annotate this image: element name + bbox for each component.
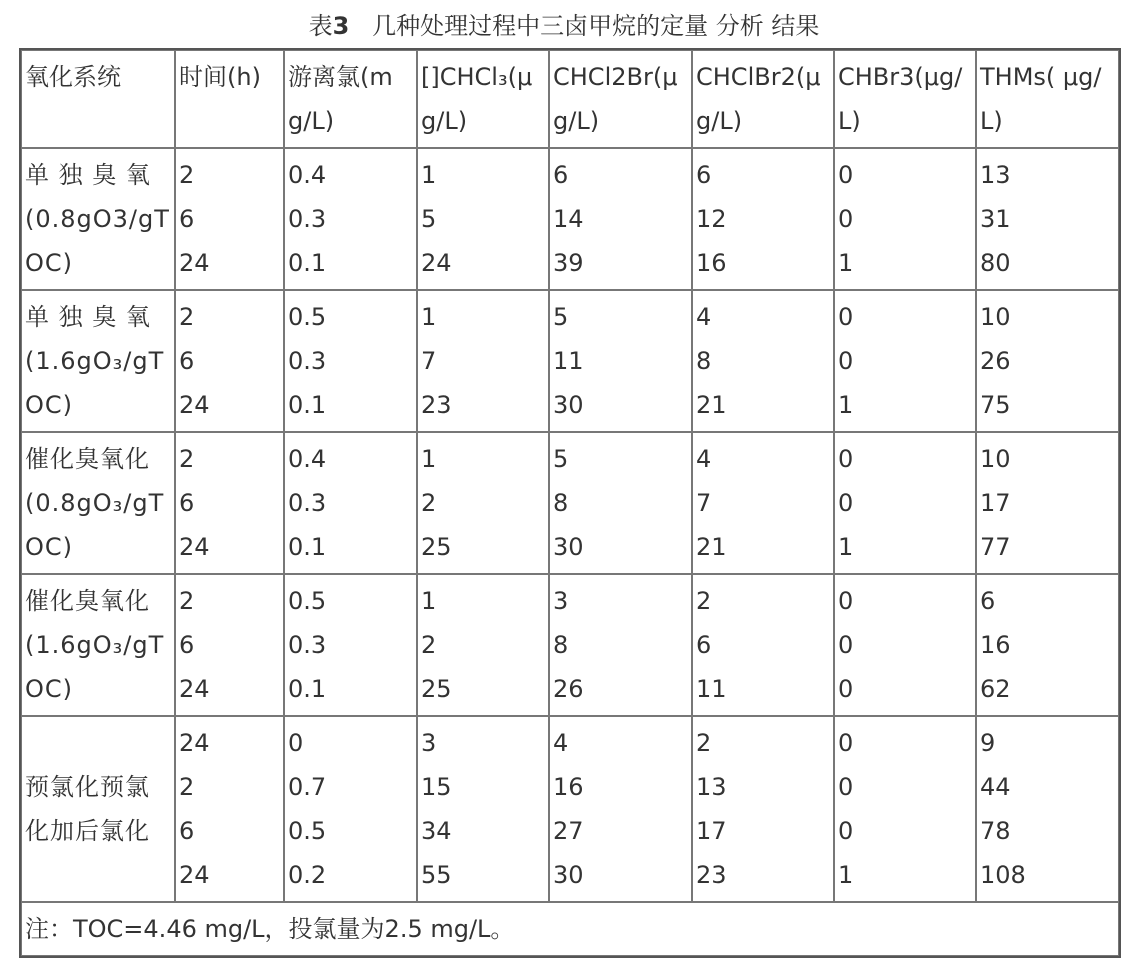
value: 0 xyxy=(838,303,854,331)
chcl2br-cell xyxy=(549,574,692,716)
value: 24 xyxy=(179,861,210,889)
chclbr2-cell xyxy=(692,290,834,432)
title-text: 几种处理过程中三卤甲烷的定量 分析 结果 xyxy=(372,12,820,40)
value: 2 xyxy=(179,303,195,331)
table-title xyxy=(0,8,1128,44)
value: 7 xyxy=(421,347,437,375)
free-chlorine-cell xyxy=(284,716,417,902)
time-cell xyxy=(175,432,284,574)
value: 13 xyxy=(980,161,1011,189)
value: 31 xyxy=(980,205,1011,233)
chbr3-cell xyxy=(834,290,976,432)
value: 0.7 xyxy=(288,773,327,801)
value: 2 xyxy=(179,445,195,473)
value: 6 xyxy=(179,631,195,659)
value: 2 xyxy=(696,587,712,615)
value: 8 xyxy=(553,631,569,659)
header-cell-time: 时间(h) xyxy=(175,50,284,148)
value: 0 xyxy=(288,729,304,757)
chcl3-cell xyxy=(417,716,549,902)
value: 6 xyxy=(980,587,996,615)
note-row xyxy=(21,902,1119,956)
value: 27 xyxy=(553,817,584,845)
free-chlorine-cell xyxy=(284,574,417,716)
chcl3-cell xyxy=(417,432,549,574)
oxidation-system-cell: 催化臭氧化(1.6gO₃/gTOC) xyxy=(21,574,175,716)
time-cell xyxy=(175,574,284,716)
value: 1 xyxy=(838,391,854,419)
oxidation-system-cell: 单 独 臭 氧(0.8gO3/gTOC) xyxy=(21,148,175,290)
value: 0 xyxy=(838,587,854,615)
header-cell-chcl2br: CHCl2Br(μg/L) xyxy=(549,50,692,148)
value: 23 xyxy=(421,391,452,419)
value: 0.5 xyxy=(288,587,327,615)
group-row xyxy=(21,574,1119,716)
value: 78 xyxy=(980,817,1011,845)
value: 24 xyxy=(179,729,210,757)
value: 16 xyxy=(696,249,727,277)
value: 9 xyxy=(980,729,996,757)
group-row xyxy=(21,432,1119,574)
value: 108 xyxy=(980,861,1026,889)
value: 77 xyxy=(980,533,1011,561)
chbr3-cell xyxy=(834,574,976,716)
value: 21 xyxy=(696,533,727,561)
table-note: 注：TOC=4.46 mg/L，投氯量为2.5 mg/L。 xyxy=(21,902,1119,956)
value: 3 xyxy=(553,587,569,615)
value: 6 xyxy=(696,631,712,659)
value: 24 xyxy=(179,675,210,703)
chbr3-cell xyxy=(834,148,976,290)
value: 2 xyxy=(179,773,195,801)
chclbr2-cell xyxy=(692,432,834,574)
value: 0 xyxy=(838,347,854,375)
value: 24 xyxy=(179,533,210,561)
thms-cell xyxy=(976,716,1119,902)
value: 0 xyxy=(838,489,854,517)
thms-cell xyxy=(976,432,1119,574)
value: 7 xyxy=(696,489,712,517)
value: 5 xyxy=(553,303,569,331)
oxidation-system-cell: 预氯化预氯化加后氯化 xyxy=(21,716,175,902)
value: 2 xyxy=(179,587,195,615)
thms-cell xyxy=(976,148,1119,290)
value: 6 xyxy=(179,347,195,375)
free-chlorine-cell xyxy=(284,432,417,574)
value: 44 xyxy=(980,773,1011,801)
group-row xyxy=(21,148,1119,290)
value: 0.3 xyxy=(288,489,327,517)
value: 24 xyxy=(421,249,452,277)
value: 39 xyxy=(553,249,584,277)
value: 1 xyxy=(838,861,854,889)
chclbr2-cell xyxy=(692,148,834,290)
header-cell-free-chlorine: 游离氯(mg/L) xyxy=(284,50,417,148)
value: 25 xyxy=(421,675,452,703)
value: 0.3 xyxy=(288,347,327,375)
value: 4 xyxy=(696,303,712,331)
value: 2 xyxy=(696,729,712,757)
title-number: 3 xyxy=(332,12,350,40)
title-prefix: 表 xyxy=(308,12,333,40)
value: 0 xyxy=(838,773,854,801)
value: 0 xyxy=(838,161,854,189)
value: 15 xyxy=(421,773,452,801)
value: 0.4 xyxy=(288,445,327,473)
value: 1 xyxy=(838,249,854,277)
value: 6 xyxy=(696,161,712,189)
header-row xyxy=(21,50,1119,148)
value: 0.1 xyxy=(288,249,327,277)
value: 8 xyxy=(553,489,569,517)
value: 17 xyxy=(980,489,1011,517)
value: 5 xyxy=(553,445,569,473)
value: 25 xyxy=(421,533,452,561)
value: 2 xyxy=(421,489,437,517)
value: 6 xyxy=(553,161,569,189)
value: 0 xyxy=(838,675,854,703)
value: 4 xyxy=(696,445,712,473)
value: 12 xyxy=(696,205,727,233)
value: 0.3 xyxy=(288,631,327,659)
value: 80 xyxy=(980,249,1011,277)
value: 23 xyxy=(696,861,727,889)
value: 30 xyxy=(553,533,584,561)
header-cell-chbr3: CHBr3(μg/L) xyxy=(834,50,976,148)
value: 0.3 xyxy=(288,205,327,233)
time-cell xyxy=(175,148,284,290)
value: 1 xyxy=(421,303,437,331)
value: 1 xyxy=(421,587,437,615)
value: 62 xyxy=(980,675,1011,703)
value: 75 xyxy=(980,391,1011,419)
value: 16 xyxy=(553,773,584,801)
header-cell-thms: THMs( μg/L) xyxy=(976,50,1119,148)
chcl3-cell xyxy=(417,574,549,716)
thms-cell xyxy=(976,574,1119,716)
header-cell-chcl3: []CHCl₃(μg/L) xyxy=(417,50,549,148)
value: 6 xyxy=(179,489,195,517)
header-cell-chclbr2: CHClBr2(μg/L) xyxy=(692,50,834,148)
value: 4 xyxy=(553,729,569,757)
chcl2br-cell xyxy=(549,432,692,574)
value: 26 xyxy=(553,675,584,703)
oxidation-system-cell: 单 独 臭 氧(1.6gO₃/gTOC) xyxy=(21,290,175,432)
value: 0.1 xyxy=(288,391,327,419)
value: 0 xyxy=(838,817,854,845)
value: 0 xyxy=(838,729,854,757)
value: 6 xyxy=(179,817,195,845)
value: 10 xyxy=(980,445,1011,473)
value: 17 xyxy=(696,817,727,845)
value: 1 xyxy=(421,161,437,189)
header-cell-oxidation-system: 氧化系统 xyxy=(21,50,175,148)
value: 0.1 xyxy=(288,675,327,703)
value: 3 xyxy=(421,729,437,757)
value: 0.5 xyxy=(288,817,327,845)
value: 0.5 xyxy=(288,303,327,331)
oxidation-system-cell: 催化臭氧化(0.8gO₃/gTOC) xyxy=(21,432,175,574)
value: 0 xyxy=(838,631,854,659)
value: 0 xyxy=(838,445,854,473)
value: 2 xyxy=(421,631,437,659)
chclbr2-cell xyxy=(692,574,834,716)
chcl2br-cell xyxy=(549,290,692,432)
value: 14 xyxy=(553,205,584,233)
thms-cell xyxy=(976,290,1119,432)
value: 30 xyxy=(553,391,584,419)
thm-results-table xyxy=(19,48,1121,958)
group-row xyxy=(21,716,1119,902)
chcl3-cell xyxy=(417,148,549,290)
free-chlorine-cell xyxy=(284,148,417,290)
value: 10 xyxy=(980,303,1011,331)
value: 2 xyxy=(179,161,195,189)
value: 30 xyxy=(553,861,584,889)
value: 1 xyxy=(421,445,437,473)
value: 16 xyxy=(980,631,1011,659)
free-chlorine-cell xyxy=(284,290,417,432)
value: 11 xyxy=(696,675,727,703)
time-cell xyxy=(175,290,284,432)
chcl2br-cell xyxy=(549,148,692,290)
value: 21 xyxy=(696,391,727,419)
value: 34 xyxy=(421,817,452,845)
chclbr2-cell xyxy=(692,716,834,902)
value: 0.1 xyxy=(288,533,327,561)
chcl3-cell xyxy=(417,290,549,432)
value: 55 xyxy=(421,861,452,889)
value: 5 xyxy=(421,205,437,233)
time-cell xyxy=(175,716,284,902)
value: 26 xyxy=(980,347,1011,375)
value: 13 xyxy=(696,773,727,801)
value: 6 xyxy=(179,205,195,233)
value: 0.2 xyxy=(288,861,327,889)
group-row xyxy=(21,290,1119,432)
chbr3-cell xyxy=(834,432,976,574)
value: 24 xyxy=(179,391,210,419)
value: 24 xyxy=(179,249,210,277)
value: 8 xyxy=(696,347,712,375)
value: 0 xyxy=(838,205,854,233)
value: 1 xyxy=(838,533,854,561)
value: 0.4 xyxy=(288,161,327,189)
chcl2br-cell xyxy=(549,716,692,902)
chbr3-cell xyxy=(834,716,976,902)
value: 11 xyxy=(553,347,584,375)
